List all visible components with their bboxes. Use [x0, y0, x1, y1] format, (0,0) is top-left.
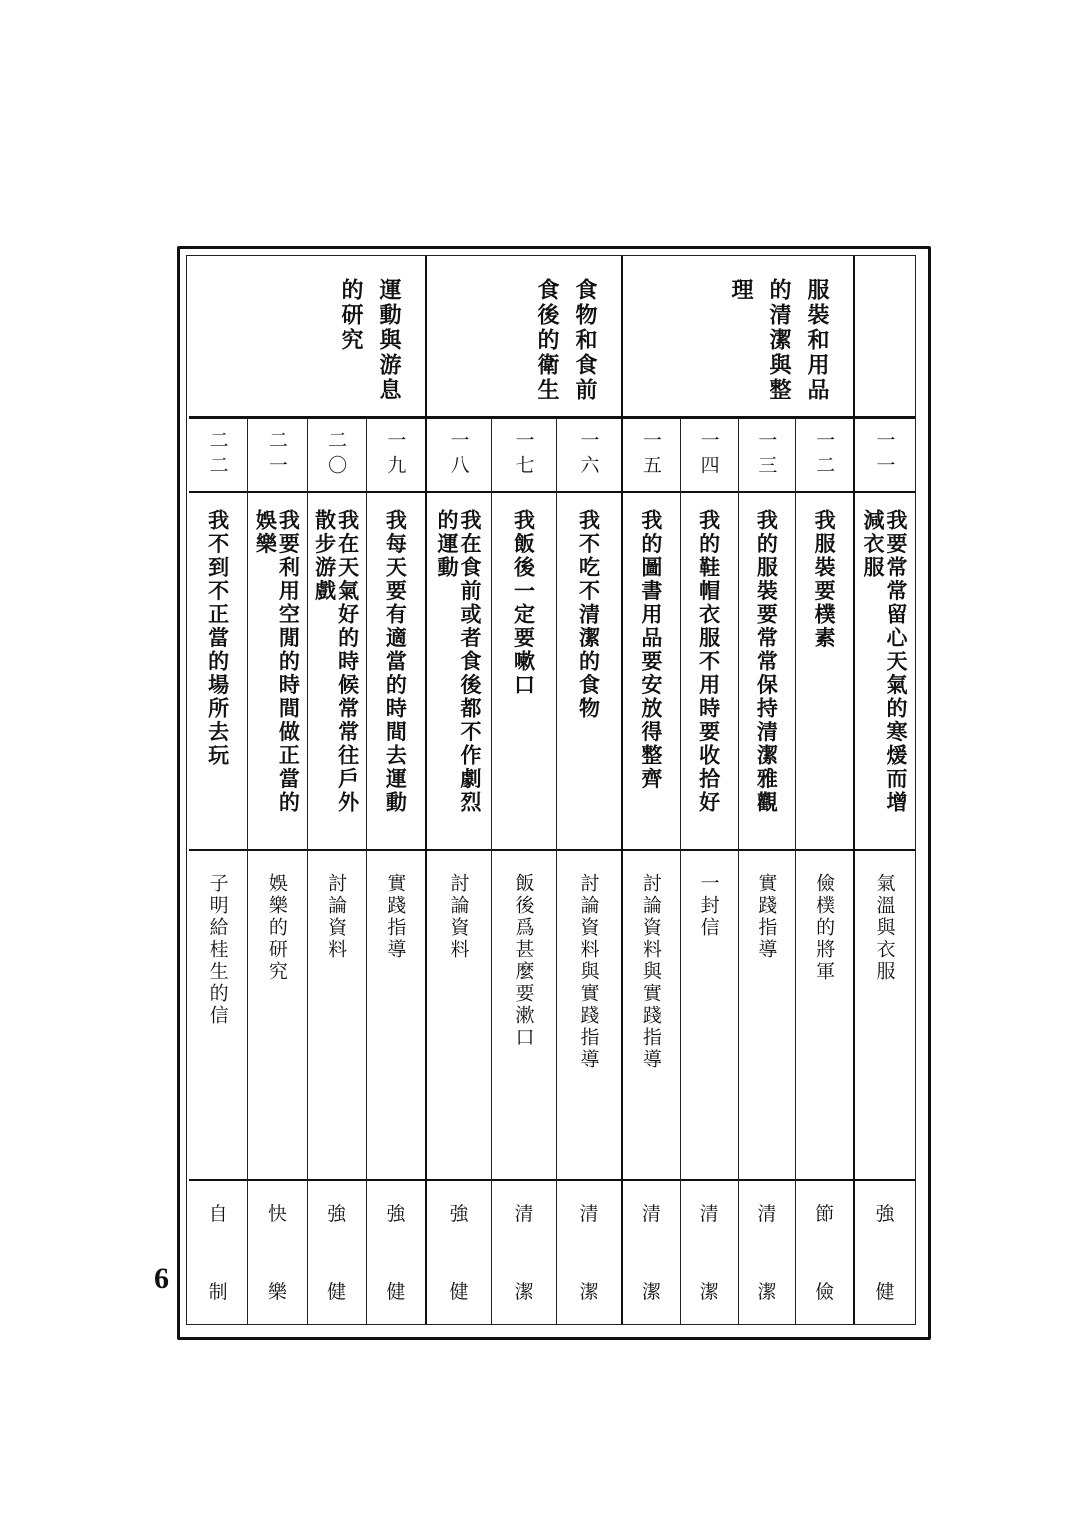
goal-text: 我的服裝要常常保持清潔雅觀 — [754, 509, 780, 815]
material-text: 飯後爲甚麼要漱口 — [512, 873, 535, 1049]
virtue-char: 自 — [208, 1203, 228, 1225]
row-number: 一九 — [384, 430, 407, 480]
goal-cell — [557, 493, 621, 851]
row-number: 一三 — [755, 430, 778, 480]
material-text: 子明給桂生的信 — [206, 873, 229, 1027]
table-row — [795, 419, 853, 1324]
material-text: 一封信 — [697, 873, 720, 939]
virtue-char: 清 — [699, 1203, 719, 1225]
goal-text: 減衣服 — [861, 509, 886, 580]
goal-text: 我不吃不清潔的食物 — [576, 509, 602, 721]
virtue-cell — [248, 1181, 306, 1324]
goal-cell — [427, 493, 491, 851]
unit-rows — [189, 419, 425, 1324]
table-row — [366, 419, 425, 1324]
virtue-char: 潔 — [579, 1281, 599, 1303]
virtue-cell — [367, 1181, 425, 1324]
goal-cell — [189, 493, 247, 851]
material-cell — [557, 851, 621, 1181]
virtue-char: 潔 — [514, 1281, 534, 1303]
table-row — [556, 419, 621, 1324]
unit-column — [425, 256, 621, 1324]
unit-title — [427, 256, 621, 419]
goal-text: 我在食前或者食後都不作劇烈 — [458, 509, 483, 815]
row-number: 一二 — [813, 430, 836, 480]
material-text: 儉樸的將軍 — [813, 873, 836, 983]
unit-title-line: 服裝和用品 — [804, 278, 830, 403]
virtue-char: 強 — [327, 1203, 347, 1225]
unit-title — [855, 256, 915, 419]
virtue-char: 強 — [386, 1203, 406, 1225]
virtue-char: 樂 — [267, 1281, 287, 1303]
goal-text: 我服裝要樸素 — [812, 509, 838, 650]
unit-rows — [623, 419, 853, 1324]
virtue-cell — [681, 1181, 738, 1324]
unit-rows — [427, 419, 621, 1324]
table-row — [623, 419, 680, 1324]
row-number: 一四 — [697, 430, 720, 480]
unit-title-line: 的清潔與整 — [766, 278, 792, 403]
unit-title — [623, 256, 853, 419]
row-number: 一六 — [577, 430, 600, 480]
virtue-cell — [308, 1181, 366, 1324]
unit-rows — [855, 419, 915, 1324]
material-cell — [189, 851, 247, 1181]
virtue-char: 清 — [757, 1203, 777, 1225]
virtue-cell — [855, 1181, 915, 1324]
row-number: 一七 — [512, 430, 535, 480]
unit-title-line: 食物和食前 — [572, 278, 598, 403]
material-text: 討論資料 — [325, 873, 348, 961]
virtue-char: 健 — [386, 1281, 406, 1303]
material-text: 實踐指導 — [755, 873, 778, 961]
goal-text: 我的圖書用品要安放得整齊 — [638, 509, 664, 791]
goal-text: 我要利用空閒的時間做正當的 — [276, 509, 302, 815]
virtue-char: 健 — [875, 1281, 895, 1303]
row-number-cell — [427, 419, 491, 493]
row-number-cell — [492, 419, 556, 493]
virtue-char: 健 — [449, 1281, 469, 1303]
virtue-cell — [623, 1181, 680, 1324]
goal-text: 我每天要有適當的時間去運動 — [383, 509, 409, 815]
table-row — [427, 419, 491, 1324]
goal-text: 我不到不正當的場所去玩 — [205, 509, 231, 768]
row-number-cell — [557, 419, 621, 493]
row-number-cell — [681, 419, 738, 493]
material-text: 討論資料與實踐指導 — [577, 873, 600, 1071]
material-cell — [492, 851, 556, 1181]
row-number: 二一 — [265, 430, 288, 480]
material-text: 氣溫與衣服 — [873, 873, 896, 983]
virtue-char: 儉 — [815, 1281, 835, 1303]
material-cell — [308, 851, 366, 1181]
virtue-char: 健 — [327, 1281, 347, 1303]
material-text: 實踐指導 — [384, 873, 407, 961]
virtue-cell — [739, 1181, 796, 1324]
material-text: 討論資料與實踐指導 — [639, 873, 662, 1071]
row-number-cell — [796, 419, 853, 493]
goal-cell — [623, 493, 680, 851]
virtue-char: 潔 — [641, 1281, 661, 1303]
unit-title-line: 理 — [728, 278, 754, 303]
row-number: 二〇 — [325, 430, 348, 480]
row-number-cell — [855, 419, 915, 493]
goal-text: 我在天氣好的時候常常往戶外 — [335, 509, 361, 815]
goal-text: 我的鞋帽衣服不用時要收拾好 — [696, 509, 722, 815]
table-row — [855, 419, 915, 1324]
goal-text: 我要常常留心天氣的寒煖而增 — [884, 509, 909, 815]
row-number-cell — [248, 419, 306, 493]
material-cell — [681, 851, 738, 1181]
row-number-cell — [623, 419, 680, 493]
virtue-char: 清 — [579, 1203, 599, 1225]
virtue-char: 快 — [267, 1203, 287, 1225]
material-cell — [623, 851, 680, 1181]
unit-title-line: 運動與游息 — [376, 278, 402, 403]
unit-column — [853, 256, 915, 1324]
virtue-char: 強 — [875, 1203, 895, 1225]
table-body — [187, 256, 915, 1324]
material-cell — [739, 851, 796, 1181]
curriculum-table — [186, 255, 916, 1325]
goal-text: 散步游戲 — [312, 509, 338, 603]
row-number: 一五 — [639, 430, 662, 480]
virtue-cell — [796, 1181, 853, 1324]
material-cell — [248, 851, 306, 1181]
goal-cell — [681, 493, 738, 851]
material-cell — [427, 851, 491, 1181]
goal-cell — [308, 493, 366, 851]
goal-text: 我飯後一定要嗽口 — [511, 509, 537, 697]
virtue-char: 強 — [449, 1203, 469, 1225]
table-row — [680, 419, 738, 1324]
material-text: 討論資料 — [447, 873, 470, 961]
virtue-cell — [492, 1181, 556, 1324]
row-number: 二二 — [206, 430, 229, 480]
goal-cell — [248, 493, 306, 851]
material-text: 娛樂的研究 — [265, 873, 288, 983]
table-row — [738, 419, 796, 1324]
material-cell — [367, 851, 425, 1181]
unit-title-line: 的研究 — [338, 278, 364, 353]
goal-text: 娛樂 — [253, 509, 279, 556]
material-cell — [796, 851, 853, 1181]
unit-title-line: 食後的衛生 — [534, 278, 560, 403]
virtue-char: 節 — [815, 1203, 835, 1225]
virtue-cell — [427, 1181, 491, 1324]
virtue-cell — [557, 1181, 621, 1324]
goal-cell — [367, 493, 425, 851]
unit-column — [621, 256, 853, 1324]
row-number-cell — [367, 419, 425, 493]
virtue-cell — [189, 1181, 247, 1324]
goal-text: 的運動 — [435, 509, 460, 580]
table-row — [189, 419, 247, 1324]
table-row — [307, 419, 366, 1324]
goal-cell — [492, 493, 556, 851]
table-row — [491, 419, 556, 1324]
material-cell — [855, 851, 915, 1181]
table-row — [247, 419, 306, 1324]
virtue-char: 清 — [641, 1203, 661, 1225]
row-number-cell — [189, 419, 247, 493]
goal-cell — [796, 493, 853, 851]
virtue-char: 清 — [514, 1203, 534, 1225]
page-number: 6 — [154, 1262, 169, 1295]
row-number-cell — [739, 419, 796, 493]
goal-cell — [739, 493, 796, 851]
row-number: 一一 — [873, 430, 896, 480]
row-number-cell — [308, 419, 366, 493]
virtue-char: 潔 — [757, 1281, 777, 1303]
unit-column — [189, 256, 425, 1324]
goal-cell — [855, 493, 915, 851]
row-number: 一八 — [447, 430, 470, 480]
virtue-char: 潔 — [699, 1281, 719, 1303]
virtue-char: 制 — [208, 1281, 228, 1303]
unit-title — [189, 256, 425, 419]
